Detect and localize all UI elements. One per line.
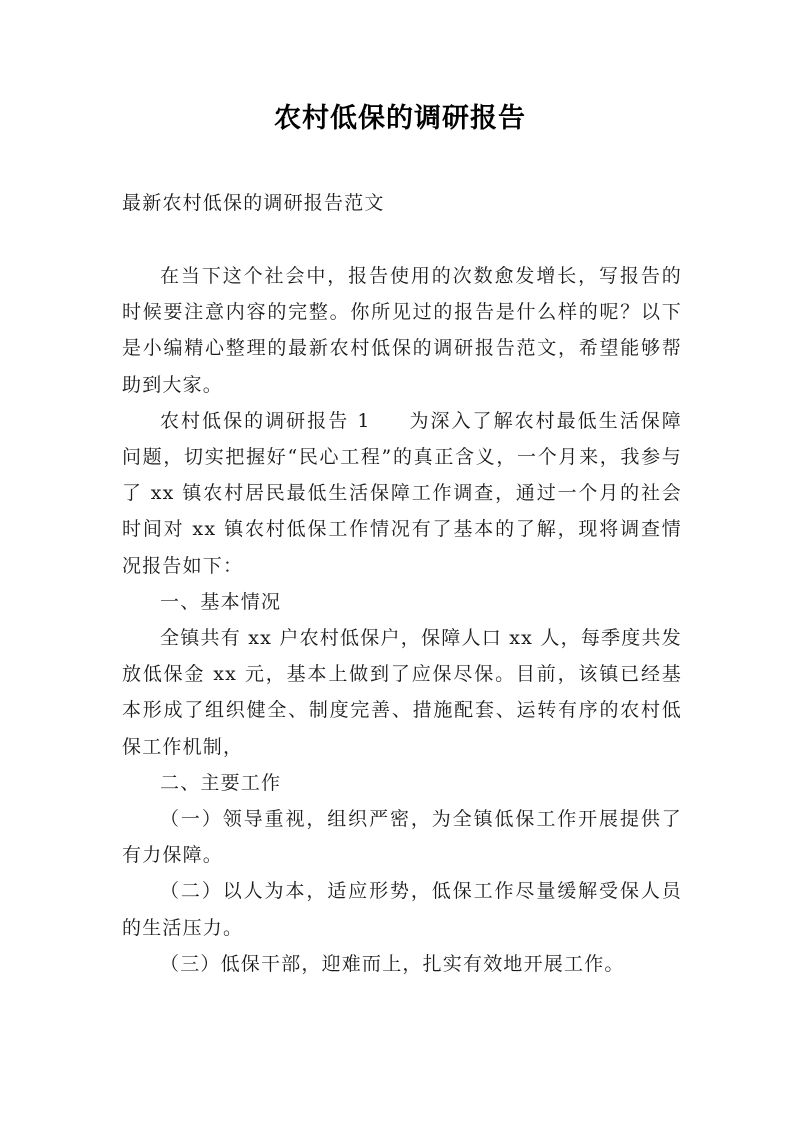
document-title: 农村低保的调研报告 <box>274 103 526 134</box>
work-item-3: （三）低保干部，迎难而上，扎实有效地开展工作。 <box>160 952 625 975</box>
document-subtitle: 最新农村低保的调研报告范文 <box>122 192 385 214</box>
section-heading-basic: 一、基本情况 <box>160 590 282 613</box>
work-item-2: （二）以人为本，适应形势，低保工作尽量缓解受保人员的生活压力。 <box>122 880 682 939</box>
report-1-text: 为深入了解农村最低生活保障问题，切实把握好“民心工程”的真正含义，一个月来，我参与了 xx 镇农村居民最低生活保障工作调查，通过一个月的社会时间对 xx 镇农村低保工作情况有了基本的了解，现将调查情况报告如下： <box>122 409 682 577</box>
section-heading-work: 二、主要工作 <box>160 771 282 794</box>
basic-situation-paragraph: 全镇共有 xx 户农村低保户，保障人口 xx 人，每季度共发放低保金 xx 元，基本上做到了应保尽保。目前，该镇已经基本形成了组织健全、制度完善、措施配套、运转有序的农村低保工作机制， <box>122 627 682 758</box>
report-1-heading: 农村低保的调研报告 1 <box>160 409 371 432</box>
intro-paragraph <box>122 258 682 403</box>
report-1-paragraph <box>122 403 682 584</box>
document-body <box>122 258 682 982</box>
intro-text: 在当下这个社会中，报告使用的次数愈发增长，写报告的时候要注意内容的完整。你所见过的报告是什么样的呢？以下是小编精心整理的最新农村低保的调研报告范文，希望能够帮助到大家。 <box>122 265 682 396</box>
work-item-1: （一）领导重视，组织严密，为全镇低保工作开展提供了有力保障。 <box>122 808 682 867</box>
